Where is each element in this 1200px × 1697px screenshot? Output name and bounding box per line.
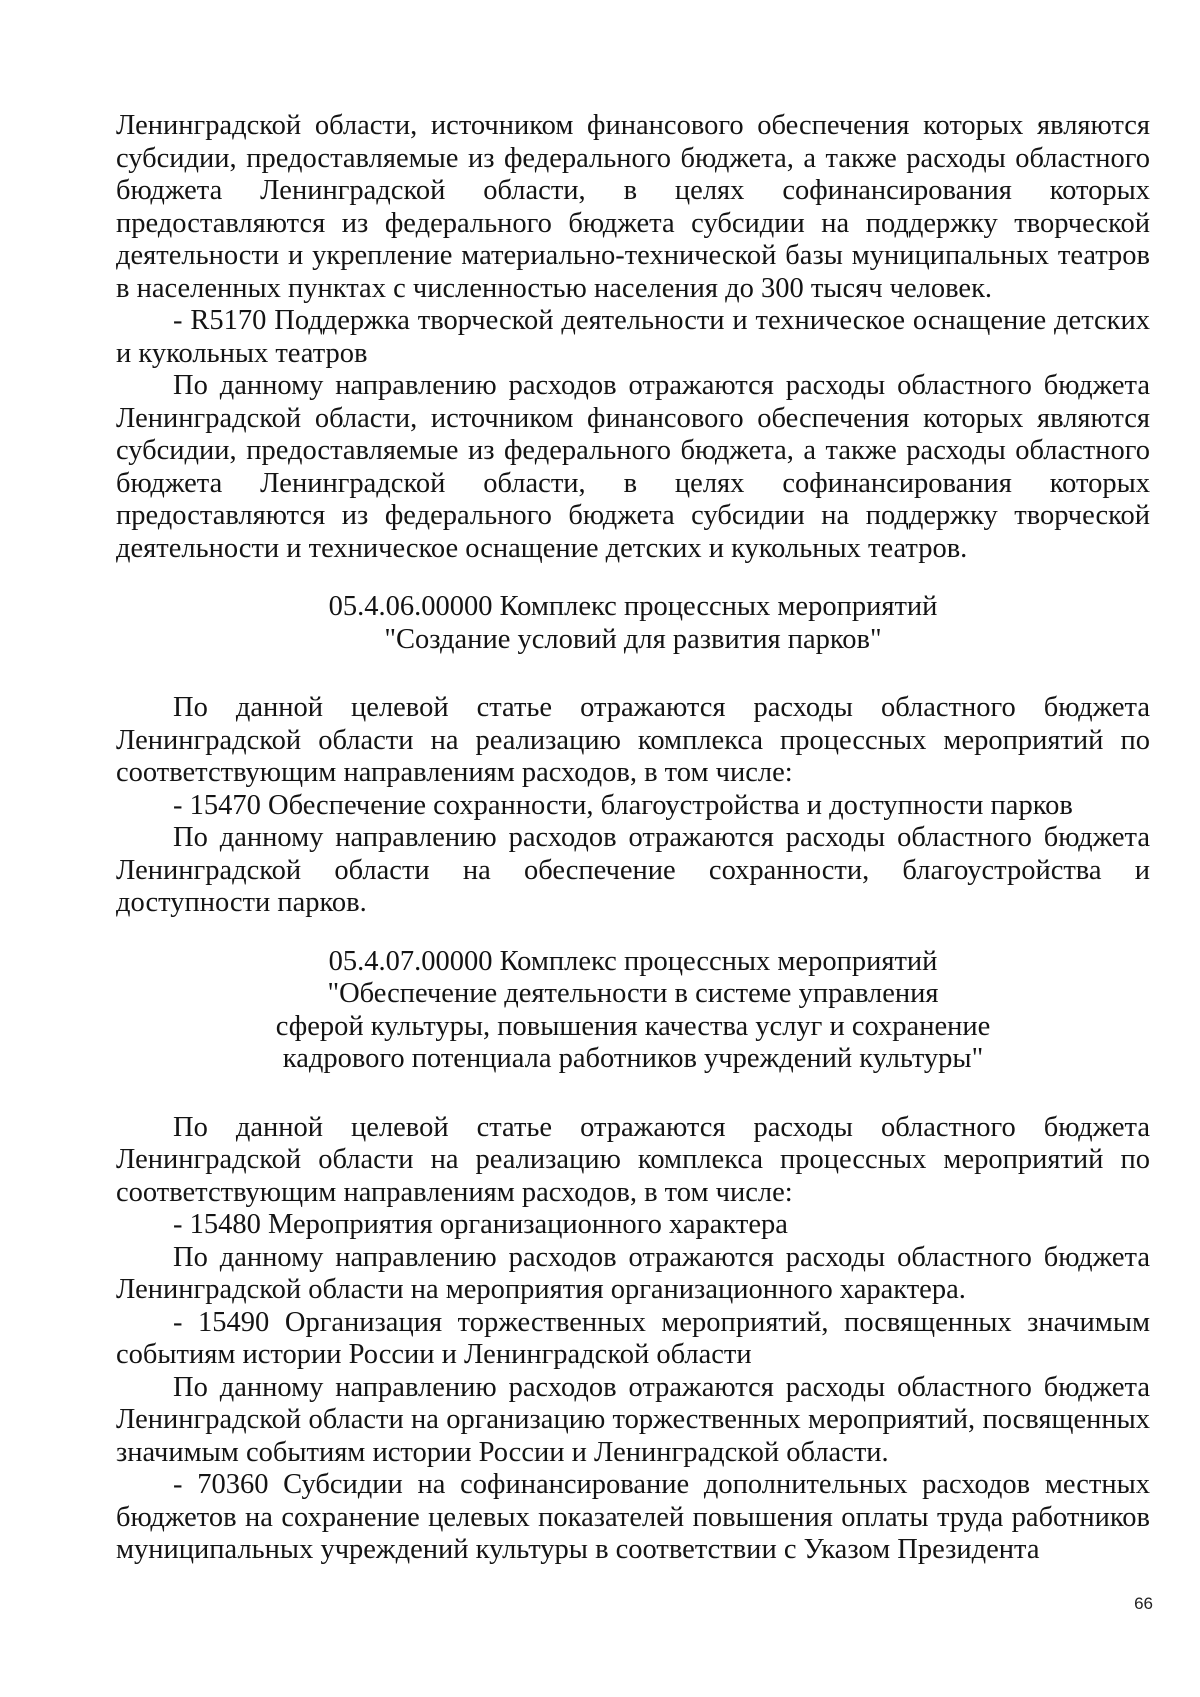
paragraph: По данной целевой статье отражаются расходы областного бюджета Ленинградской области на реализацию комплекса процессных мероприятий по соответствующим направлениям расходов, в том числе: bbox=[116, 1111, 1150, 1208]
heading-line: 05.4.06.00000 Комплекс процессных мероприятий bbox=[328, 591, 938, 622]
paragraph: По данному направлению расходов отражаются расходы областного бюджета Ленинградской области на организацию торжественных мероприятий, посвященных значимым событиям истории России и Ленинградской области. bbox=[116, 1371, 1150, 1468]
heading-line: "Обеспечение деятельности в системе управления bbox=[327, 978, 939, 1009]
paragraph: - 15480 Мероприятия организационного характера bbox=[173, 1209, 788, 1240]
section-heading bbox=[116, 946, 1150, 1076]
paragraph: - 15490 Организация торжественных мероприятий, посвященных значимым событиям истории России и Ленинградской области bbox=[116, 1306, 1150, 1370]
paragraph: Ленинградской области, источником финансового обеспечения которых являются субсидии, предоставляемые из федерального бюджета, а также расходы областного бюджета Ленинградской области, в целях софинансирования которых предоставляются из федерального бюджета субсидии на поддержку творческой деятельности и укрепление материально-технической базы муниципальных театров в населенных пунктах с численностью населения до 300 тысяч человек. bbox=[116, 110, 1150, 304]
paragraph: По данной целевой статье отражаются расходы областного бюджета Ленинградской области на реализацию комплекса процессных мероприятий по соответствующим направлениям расходов, в том числе: bbox=[116, 692, 1150, 788]
heading-line: 05.4.07.00000 Комплекс процессных мероприятий bbox=[328, 945, 938, 977]
paragraph: По данному направлению расходов отражаются расходы областного бюджета Ленинградской области на мероприятия организационного характера. bbox=[116, 1241, 1150, 1305]
heading-line: сферой культуры, повышения качества услуг и сохранение bbox=[275, 1010, 991, 1042]
paragraph: - 15470 Обеспечение сохранности, благоустройства и доступности парков bbox=[173, 789, 1073, 821]
section-heading bbox=[116, 591, 1150, 656]
paragraph: По данному направлению расходов отражаются расходы областного бюджета Ленинградской области, источником финансового обеспечения которых являются субсидии, предоставляемые из федерального бюджета, а также расходы областного бюджета Ленинградской области, в целях софинансирования которых предоставляются из федерального бюджета субсидии на поддержку творческой деятельности и техническое оснащение детских и кукольных театров. bbox=[116, 370, 1150, 564]
document-page bbox=[116, 110, 1150, 1567]
paragraph: По данному направлению расходов отражаются расходы областного бюджета Ленинградской области на обеспечение сохранности, благоустройства и доступности парков. bbox=[116, 822, 1150, 918]
page-number: 66 bbox=[1134, 1594, 1153, 1613]
paragraph: - 70360 Субсидии на софинансирование дополнительных расходов местных бюджетов на сохранение целевых показателей повышения оплаты труда работников муниципальных учреждений культуры в соответствии с Указом Президента bbox=[116, 1469, 1150, 1565]
heading-line: "Создание условий для развития парков" bbox=[384, 623, 882, 655]
paragraph: - R5170 Поддержка творческой деятельности и техническое оснащение детских и кукольных театров bbox=[116, 305, 1150, 369]
heading-line: кадрового потенциала работников учреждений культуры" bbox=[282, 1043, 984, 1074]
